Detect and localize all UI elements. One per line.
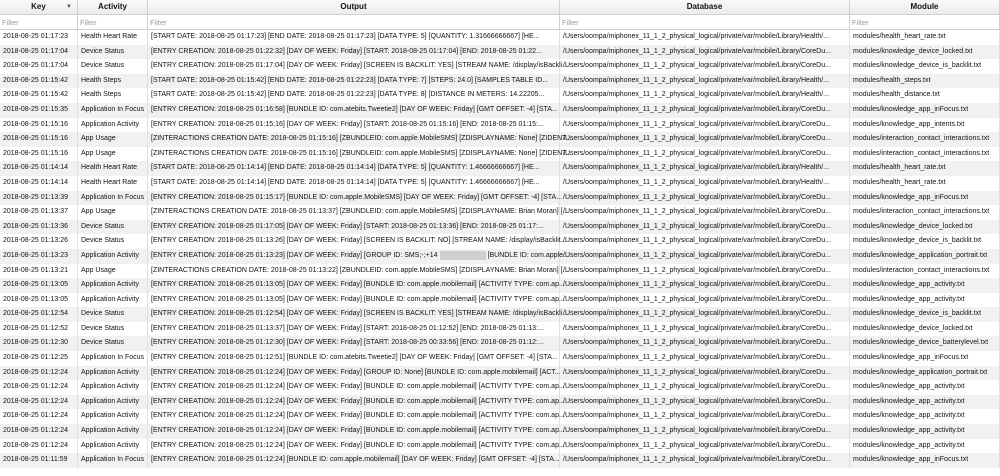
database-filter-input[interactable] bbox=[560, 15, 850, 29]
table-row[interactable] bbox=[0, 132, 1000, 147]
table-row[interactable] bbox=[0, 74, 1000, 89]
key-cell[interactable]: 2018-08-25 01:13:21 bbox=[0, 264, 78, 279]
database-cell[interactable]: /Users/oompa/miphonex_11_1_2_physical_logical/private/var/mobile/Library/CoreDu... bbox=[560, 439, 850, 454]
database-cell[interactable]: /Users/oompa/miphonex_11_1_2_physical_logical/private/var/mobile/Library/CoreDu... bbox=[560, 351, 850, 366]
module-cell[interactable]: modules/knowledge_device_batterylevel.txt bbox=[850, 336, 1000, 351]
key-cell[interactable]: 2018-08-25 01:12:24 bbox=[0, 380, 78, 395]
table-row[interactable] bbox=[0, 293, 1000, 308]
module-cell[interactable]: modules/knowledge_app_inFocus.txt bbox=[850, 351, 1000, 366]
database-cell[interactable]: /Users/oompa/miphonex_11_1_2_physical_logical/private/var/mobile/Library/Health/... bbox=[560, 30, 850, 45]
key-cell[interactable]: 2018-08-25 01:13:05 bbox=[0, 278, 78, 293]
database-cell[interactable]: /Users/oompa/miphonex_11_1_2_physical_logical/private/var/mobile/Library/Health/... bbox=[560, 176, 850, 191]
table-row[interactable] bbox=[0, 351, 1000, 366]
key-cell[interactable]: 2018-08-25 01:13:39 bbox=[0, 191, 78, 206]
table-row[interactable] bbox=[0, 307, 1000, 322]
key-cell[interactable]: 2018-08-25 01:14:14 bbox=[0, 161, 78, 176]
module-cell[interactable]: modules/health_heart_rate.txt bbox=[850, 176, 1000, 191]
key-cell[interactable]: 2018-08-25 01:13:37 bbox=[0, 205, 78, 220]
column-header-label: Key bbox=[31, 2, 46, 11]
activity-cell[interactable]: Application Activity bbox=[78, 278, 148, 293]
key-cell[interactable]: 2018-08-25 01:15:16 bbox=[0, 118, 78, 133]
output-cell[interactable]: [ENTRY CREATION: 2018-08-25 01:15:16] [DAY OF WEEK: Friday] [START: 2018-08-25 01:15:16] [END: 2018-08-25 01:15:... bbox=[148, 118, 560, 133]
database-cell[interactable]: /Users/oompa/miphonex_11_1_2_physical_logical/private/var/mobile/Library/CoreDu... bbox=[560, 366, 850, 381]
sort-descending-icon[interactable]: ▼ bbox=[66, 4, 72, 10]
key-cell[interactable]: 2018-08-25 01:17:04 bbox=[0, 59, 78, 74]
module-cell[interactable]: modules/health_heart_rate.txt bbox=[850, 30, 1000, 45]
key-cell[interactable]: 2018-08-25 01:12:24 bbox=[0, 439, 78, 454]
table-row[interactable] bbox=[0, 395, 1000, 410]
table-row[interactable] bbox=[0, 59, 1000, 74]
output-cell[interactable]: [ENTRY CREATION: 2018-08-25 01:13:05] [DAY OF WEEK: Friday] [BUNDLE ID: com.apple.mobilemail] [ACTIVITY TYPE: com.ap... bbox=[148, 278, 560, 293]
table-header bbox=[0, 0, 1000, 15]
key-cell[interactable]: 2018-08-25 01:13:36 bbox=[0, 220, 78, 235]
output-cell[interactable]: [START DATE: 2018-08-25 01:15:42] [END DATE: 2018-08-25 01:22:23] [DATA TYPE: 7] [STEPS: 24.0] [SAMPLES TABLE ID... bbox=[148, 74, 560, 89]
module-cell[interactable]: modules/interaction_contact_interactions.txt bbox=[850, 205, 1000, 220]
table-row[interactable] bbox=[0, 249, 1000, 264]
module-cell[interactable]: modules/knowledge_device_is_backlit.txt bbox=[850, 307, 1000, 322]
module-cell[interactable]: modules/health_distance.txt bbox=[850, 88, 1000, 103]
module-cell[interactable]: modules/knowledge_app_activity.txt bbox=[850, 409, 1000, 424]
database-cell[interactable]: /Users/oompa/miphonex_11_1_2_physical_logical/private/var/mobile/Library/CoreDu... bbox=[560, 234, 850, 249]
output-cell[interactable]: [START DATE: 2018-08-25 01:15:42] [END DATE: 2018-08-25 01:22:23] [DATA TYPE: 8] [DISTANCE IN METERS: 14.22205... bbox=[148, 88, 560, 103]
output-cell[interactable]: [ENTRY CREATION: 2018-08-25 01:13:05] [DAY OF WEEK: Friday] [BUNDLE ID: com.apple.mobilemail] [ACTIVITY TYPE: com.ap... bbox=[148, 293, 560, 308]
database-cell[interactable]: /Users/oompa/miphonex_11_1_2_physical_logical/private/var/mobile/Library/Health/... bbox=[560, 74, 850, 89]
activity-cell[interactable]: Application Activity bbox=[78, 424, 148, 439]
module-cell[interactable]: modules/knowledge_device_is_backlit.txt bbox=[850, 234, 1000, 249]
key-cell[interactable]: 2018-08-25 01:12:30 bbox=[0, 336, 78, 351]
table-row[interactable] bbox=[0, 191, 1000, 206]
output-cell[interactable]: [ENTRY CREATION: 2018-08-25 01:16:58] [BUNDLE ID: com.atebits.Tweetie2] [DAY OF WEEK: Friday] [GMT OFFSET: -4] [STA... bbox=[148, 103, 560, 118]
module-cell[interactable]: modules/interaction_contact_interactions.txt bbox=[850, 132, 1000, 147]
module-cell[interactable]: modules/knowledge_app_activity.txt bbox=[850, 380, 1000, 395]
key-cell[interactable]: 2018-08-25 01:13:23 bbox=[0, 249, 78, 264]
table-row[interactable] bbox=[0, 439, 1000, 454]
column-header-database[interactable]: Database bbox=[560, 0, 850, 14]
output-cell[interactable]: [ENTRY CREATION: 2018-08-25 01:17:04] [DAY OF WEEK: Friday] [SCREEN IS BACKLIT: YES] [STREAM NAME: /display/isBackli... bbox=[148, 59, 560, 74]
module-cell[interactable]: modules/knowledge_app_intents.txt bbox=[850, 118, 1000, 133]
table-row[interactable] bbox=[0, 380, 1000, 395]
activity-cell[interactable]: Health Steps bbox=[78, 88, 148, 103]
table-row[interactable] bbox=[0, 45, 1000, 60]
module-cell[interactable]: modules/knowledge_app_activity.txt bbox=[850, 278, 1000, 293]
output-cell[interactable]: [ENTRY CREATION: 2018-08-25 01:12:54] [DAY OF WEEK: Friday] [SCREEN IS BACKLIT: YES] [STREAM NAME: /display/isBackli... bbox=[148, 307, 560, 322]
output-cell[interactable]: [ENTRY CREATION: 2018-08-25 01:13:37] [DAY OF WEEK: Friday] [START: 2018-08-25 01:12:52] [END: 2018-08-25 01:13:... bbox=[148, 322, 560, 337]
activity-cell[interactable]: Application In Focus bbox=[78, 103, 148, 118]
module-cell[interactable]: modules/knowledge_app_inFocus.txt bbox=[850, 103, 1000, 118]
key-cell[interactable]: 2018-08-25 01:13:26 bbox=[0, 234, 78, 249]
output-cell[interactable]: [ZINTERACTIONS CREATION DATE: 2018-08-25 01:15:16] [ZBUNDLEID: com.apple.MobileSMS] [ZDISPLAYNAME: None] [ZIDENT... bbox=[148, 147, 560, 162]
key-cell[interactable]: 2018-08-25 01:15:16 bbox=[0, 132, 78, 147]
database-cell[interactable]: /Users/oompa/miphonex_11_1_2_physical_logical/private/var/mobile/Library/CoreDu... bbox=[560, 322, 850, 337]
key-cell[interactable]: 2018-08-25 01:12:24 bbox=[0, 395, 78, 410]
activity-cell[interactable]: App Usage bbox=[78, 264, 148, 279]
activity-cell[interactable]: Application Activity bbox=[78, 439, 148, 454]
output-cell[interactable]: [ENTRY CREATION: 2018-08-25 01:12:24] [DAY OF WEEK: Friday] [BUNDLE ID: com.apple.mobilemail] [ACTIVITY TYPE: com.ap... bbox=[148, 424, 560, 439]
output-cell[interactable]: [START DATE: 2018-08-25 01:14:14] [END DATE: 2018-08-25 01:14:14] [DATA TYPE: 5] [QUANTITY: 1.46666666667] [HE... bbox=[148, 176, 560, 191]
module-cell[interactable]: modules/interaction_contact_interactions.txt bbox=[850, 147, 1000, 162]
key-cell[interactable]: 2018-08-25 01:12:24 bbox=[0, 409, 78, 424]
redacted-phone-block bbox=[440, 251, 486, 260]
table-row[interactable] bbox=[0, 118, 1000, 133]
output-cell[interactable]: [ENTRY CREATION: 2018-08-25 01:17:05] [DAY OF WEEK: Friday] [START: 2018-08-25 01:13:36] [END: 2018-08-25 01:17:... bbox=[148, 220, 560, 235]
key-cell[interactable]: 2018-08-25 01:15:42 bbox=[0, 88, 78, 103]
module-cell[interactable]: modules/health_steps.txt bbox=[850, 74, 1000, 89]
database-cell[interactable]: /Users/oompa/miphonex_11_1_2_physical_logical/private/var/mobile/Library/CoreDu... bbox=[560, 132, 850, 147]
output-text-before-redaction: [ENTRY CREATION: 2018-08-25 01:13:23] [DAY OF WEEK: Friday] [GROUP ID: SMS;-;+14 bbox=[151, 251, 438, 259]
table-row[interactable] bbox=[0, 322, 1000, 337]
module-cell[interactable]: modules/interaction_contact_interactions.txt bbox=[850, 264, 1000, 279]
column-header-module[interactable]: Module bbox=[850, 0, 1000, 14]
module-cell[interactable]: modules/knowledge_app_inFocus.txt bbox=[850, 191, 1000, 206]
activity-cell[interactable]: Health Heart Rate bbox=[78, 176, 148, 191]
activity-cell[interactable]: Health Heart Rate bbox=[78, 30, 148, 45]
database-cell[interactable]: /Users/oompa/miphonex_11_1_2_physical_logical/private/var/mobile/Library/CoreDu... bbox=[560, 103, 850, 118]
output-cell[interactable]: [ZINTERACTIONS CREATION DATE: 2018-08-25 01:13:22] [ZBUNDLEID: com.apple.MobileSMS] [ZDISPLAYNAME: Brian Moran] [... bbox=[148, 264, 560, 279]
key-cell[interactable]: 2018-08-25 01:12:25 bbox=[0, 351, 78, 366]
module-cell[interactable]: modules/knowledge_device_locked.txt bbox=[850, 220, 1000, 235]
key-cell[interactable]: 2018-08-25 01:12:24 bbox=[0, 366, 78, 381]
activity-cell[interactable]: App Usage bbox=[78, 147, 148, 162]
activity-cell[interactable]: Application In Focus bbox=[78, 351, 148, 366]
database-cell[interactable]: /Users/oompa/miphonex_11_1_2_physical_logical/private/var/mobile/Library/CoreDu... bbox=[560, 453, 850, 468]
key-cell[interactable]: 2018-08-25 01:15:35 bbox=[0, 103, 78, 118]
module-cell[interactable]: modules/knowledge_app_activity.txt bbox=[850, 439, 1000, 454]
table-row[interactable] bbox=[0, 453, 1000, 468]
module-cell[interactable]: modules/knowledge_application_portrait.txt bbox=[850, 366, 1000, 381]
database-cell[interactable]: /Users/oompa/miphonex_11_1_2_physical_logical/private/var/mobile/Library/CoreDu... bbox=[560, 249, 850, 264]
table-row[interactable] bbox=[0, 176, 1000, 191]
output-cell[interactable]: [ENTRY CREATION: 2018-08-25 01:12:24] [BUNDLE ID: com.apple.mobilemail] [DAY OF WEEK: Friday] [GMT OFFSET: -4] [STA... bbox=[148, 453, 560, 468]
output-cell[interactable]: [ZINTERACTIONS CREATION DATE: 2018-08-25 01:13:37] [ZBUNDLEID: com.apple.MobileSMS] [ZDISPLAYNAME: Brian Moran] [... bbox=[148, 205, 560, 220]
activity-cell[interactable]: Application In Focus bbox=[78, 191, 148, 206]
module-cell[interactable]: modules/knowledge_app_activity.txt bbox=[850, 395, 1000, 410]
activity-cell[interactable]: Device Status bbox=[78, 307, 148, 322]
module-cell[interactable]: modules/health_heart_rate.txt bbox=[850, 161, 1000, 176]
activity-cell[interactable]: Application Activity bbox=[78, 366, 148, 381]
key-cell[interactable]: 2018-08-25 01:12:24 bbox=[0, 424, 78, 439]
table-row[interactable] bbox=[0, 103, 1000, 118]
key-cell[interactable]: 2018-08-25 01:11:59 bbox=[0, 453, 78, 468]
key-cell[interactable]: 2018-08-25 01:15:42 bbox=[0, 74, 78, 89]
database-cell[interactable]: /Users/oompa/miphonex_11_1_2_physical_logical/private/var/mobile/Library/CoreDu... bbox=[560, 220, 850, 235]
output-filter-input[interactable] bbox=[148, 15, 560, 29]
module-cell[interactable]: modules/knowledge_device_locked.txt bbox=[850, 322, 1000, 337]
activity-cell[interactable]: Application In Focus bbox=[78, 453, 148, 468]
output-cell[interactable]: [ENTRY CREATION: 2018-08-25 01:12:24] [DAY OF WEEK: Friday] [BUNDLE ID: com.apple.mobilemail] [ACTIVITY TYPE: com.ap... bbox=[148, 395, 560, 410]
output-cell[interactable]: [START DATE: 2018-08-25 01:17:23] [END DATE: 2018-08-25 01:17:23] [DATA TYPE: 5] [QUANTITY: 1.31666666667] [HE... bbox=[148, 30, 560, 45]
key-filter-input[interactable] bbox=[0, 15, 78, 29]
database-cell[interactable]: /Users/oompa/miphonex_11_1_2_physical_logical/private/var/mobile/Library/CoreDu... bbox=[560, 336, 850, 351]
database-cell[interactable]: /Users/oompa/miphonex_11_1_2_physical_logical/private/var/mobile/Library/Health/... bbox=[560, 88, 850, 103]
table-row[interactable] bbox=[0, 161, 1000, 176]
table-row[interactable] bbox=[0, 30, 1000, 45]
database-cell[interactable]: /Users/oompa/miphonex_11_1_2_physical_logical/private/var/mobile/Library/Health/... bbox=[560, 161, 850, 176]
database-cell[interactable]: /Users/oompa/miphonex_11_1_2_physical_logical/private/var/mobile/Library/CoreDu... bbox=[560, 59, 850, 74]
key-cell[interactable]: 2018-08-25 01:17:23 bbox=[0, 30, 78, 45]
table-row[interactable] bbox=[0, 147, 1000, 162]
filter-row bbox=[0, 15, 1000, 30]
database-cell[interactable]: /Users/oompa/miphonex_11_1_2_physical_logical/private/var/mobile/Library/CoreDu... bbox=[560, 118, 850, 133]
key-cell[interactable]: 2018-08-25 01:12:52 bbox=[0, 322, 78, 337]
key-cell[interactable]: 2018-08-25 01:14:14 bbox=[0, 176, 78, 191]
output-cell[interactable]: [ENTRY CREATION: 2018-08-25 01:12:24] [DAY OF WEEK: Friday] [BUNDLE ID: com.apple.mobilemail] [ACTIVITY TYPE: com.ap... bbox=[148, 439, 560, 454]
column-header-output[interactable]: Output bbox=[148, 0, 560, 14]
activity-cell[interactable]: App Usage bbox=[78, 205, 148, 220]
table-row[interactable] bbox=[0, 366, 1000, 381]
table-row[interactable] bbox=[0, 205, 1000, 220]
database-cell[interactable]: /Users/oompa/miphonex_11_1_2_physical_logical/private/var/mobile/Library/CoreDu... bbox=[560, 395, 850, 410]
key-cell[interactable]: 2018-08-25 01:15:16 bbox=[0, 147, 78, 162]
database-cell[interactable]: /Users/oompa/miphonex_11_1_2_physical_logical/private/var/mobile/Library/CoreDu... bbox=[560, 278, 850, 293]
table-row[interactable] bbox=[0, 278, 1000, 293]
key-cell[interactable]: 2018-08-25 01:13:05 bbox=[0, 293, 78, 308]
table-row[interactable] bbox=[0, 264, 1000, 279]
output-cell[interactable]: [ENTRY CREATION: 2018-08-25 01:12:24] [DAY OF WEEK: Friday] [GROUP ID: None] [BUNDLE ID: com.apple.mobilemail] [ACT... bbox=[148, 366, 560, 381]
key-cell[interactable]: 2018-08-25 01:17:04 bbox=[0, 45, 78, 60]
database-cell[interactable]: /Users/oompa/miphonex_11_1_2_physical_logical/private/var/mobile/Library/CoreDu... bbox=[560, 147, 850, 162]
table-row[interactable] bbox=[0, 409, 1000, 424]
output-cell[interactable]: [START DATE: 2018-08-25 01:14:14] [END DATE: 2018-08-25 01:14:14] [DATA TYPE: 5] [QUANTITY: 1.46666666667] [HE... bbox=[148, 161, 560, 176]
table-row[interactable] bbox=[0, 336, 1000, 351]
activity-cell[interactable]: Application Activity bbox=[78, 409, 148, 424]
activity-cell[interactable]: Application Activity bbox=[78, 395, 148, 410]
output-cell[interactable]: [ENTRY CREATION: 2018-08-25 01:13:26] [DAY OF WEEK: Friday] [SCREEN IS BACKLIT: NO] [STREAM NAME: /display/isBacklit... bbox=[148, 234, 560, 249]
database-cell[interactable]: /Users/oompa/miphonex_11_1_2_physical_logical/private/var/mobile/Library/CoreDu... bbox=[560, 409, 850, 424]
key-cell[interactable]: 2018-08-25 01:12:54 bbox=[0, 307, 78, 322]
module-cell[interactable]: modules/knowledge_device_is_backlit.txt bbox=[850, 59, 1000, 74]
activity-cell[interactable]: Device Status bbox=[78, 59, 148, 74]
activity-filter-input[interactable] bbox=[78, 15, 148, 29]
activity-cell[interactable]: Application Activity bbox=[78, 293, 148, 308]
module-cell[interactable]: modules/knowledge_app_activity.txt bbox=[850, 293, 1000, 308]
database-cell[interactable]: /Users/oompa/miphonex_11_1_2_physical_logical/private/var/mobile/Library/CoreDu... bbox=[560, 191, 850, 206]
module-cell[interactable]: modules/knowledge_app_inFocus.txt bbox=[850, 453, 1000, 468]
module-cell[interactable]: modules/knowledge_app_activity.txt bbox=[850, 424, 1000, 439]
table-row[interactable] bbox=[0, 424, 1000, 439]
output-cell[interactable]: [ENTRY CREATION: 2018-08-25 01:12:51] [BUNDLE ID: com.atebits.Tweetie2] [DAY OF WEEK: Friday] [GMT OFFSET: -4] [STA... bbox=[148, 351, 560, 366]
activity-cell[interactable]: Device Status bbox=[78, 336, 148, 351]
column-header-key[interactable] bbox=[0, 0, 78, 14]
database-cell[interactable]: /Users/oompa/miphonex_11_1_2_physical_logical/private/var/mobile/Library/CoreDu... bbox=[560, 307, 850, 322]
output-cell[interactable]: [ENTRY CREATION: 2018-08-25 01:12:24] [DAY OF WEEK: Friday] [BUNDLE ID: com.apple.mobilemail] [ACTIVITY TYPE: com.ap... bbox=[148, 380, 560, 395]
activity-cell[interactable]: Application Activity bbox=[78, 249, 148, 264]
module-filter-input[interactable] bbox=[850, 15, 1000, 29]
column-header-activity[interactable]: Activity bbox=[78, 0, 148, 14]
table-row[interactable] bbox=[0, 88, 1000, 103]
database-cell[interactable]: /Users/oompa/miphonex_11_1_2_physical_logical/private/var/mobile/Library/CoreDu... bbox=[560, 264, 850, 279]
activity-cell[interactable]: Application Activity bbox=[78, 380, 148, 395]
module-cell[interactable]: modules/knowledge_application_portrait.txt bbox=[850, 249, 1000, 264]
output-cell[interactable]: [ENTRY CREATION: 2018-08-25 01:22:32] [DAY OF WEEK: Friday] [START: 2018-08-25 01:17:04] [END: 2018-08-25 01:22... bbox=[148, 45, 560, 60]
activity-cell[interactable]: Health Heart Rate bbox=[78, 161, 148, 176]
database-cell[interactable]: /Users/oompa/miphonex_11_1_2_physical_logical/private/var/mobile/Library/CoreDu... bbox=[560, 380, 850, 395]
output-cell[interactable]: [ZINTERACTIONS CREATION DATE: 2018-08-25 01:15:16] [ZBUNDLEID: com.apple.MobileSMS] [ZDISPLAYNAME: None] [ZIDENT... bbox=[148, 132, 560, 147]
database-cell[interactable]: /Users/oompa/miphonex_11_1_2_physical_logical/private/var/mobile/Library/CoreDu... bbox=[560, 205, 850, 220]
output-cell[interactable]: [ENTRY CREATION: 2018-08-25 01:12:30] [DAY OF WEEK: Friday] [START: 2018-08-25 00:33:56] [END: 2018-08-25 01:12:... bbox=[148, 336, 560, 351]
output-text-after-redaction: [BUNDLE ID: com.apple... bbox=[487, 251, 569, 259]
table-row[interactable] bbox=[0, 234, 1000, 249]
activity-cell[interactable]: App Usage bbox=[78, 132, 148, 147]
activity-cell[interactable]: Device Status bbox=[78, 234, 148, 249]
activity-cell[interactable]: Application Activity bbox=[78, 118, 148, 133]
output-cell[interactable] bbox=[148, 249, 569, 264]
activity-cell[interactable]: Device Status bbox=[78, 322, 148, 337]
table-body bbox=[0, 30, 1000, 468]
database-cell[interactable]: /Users/oompa/miphonex_11_1_2_physical_logical/private/var/mobile/Library/CoreDu... bbox=[560, 293, 850, 308]
table-row[interactable] bbox=[0, 220, 1000, 235]
activity-cell[interactable]: Device Status bbox=[78, 220, 148, 235]
activity-cell[interactable]: Health Steps bbox=[78, 74, 148, 89]
output-cell[interactable]: [ENTRY CREATION: 2018-08-25 01:15:17] [BUNDLE ID: com.apple.MobileSMS] [DAY OF WEEK: Friday] [GMT OFFSET: -4] [STA... bbox=[148, 191, 560, 206]
module-cell[interactable]: modules/knowledge_device_locked.txt bbox=[850, 45, 1000, 60]
database-cell[interactable]: /Users/oompa/miphonex_11_1_2_physical_logical/private/var/mobile/Library/CoreDu... bbox=[560, 45, 850, 60]
database-cell[interactable]: /Users/oompa/miphonex_11_1_2_physical_logical/private/var/mobile/Library/CoreDu... bbox=[560, 424, 850, 439]
activity-cell[interactable]: Device Status bbox=[78, 45, 148, 60]
output-cell[interactable]: [ENTRY CREATION: 2018-08-25 01:12:24] [DAY OF WEEK: Friday] [BUNDLE ID: com.apple.mobilemail] [ACTIVITY TYPE: com.ap... bbox=[148, 409, 560, 424]
